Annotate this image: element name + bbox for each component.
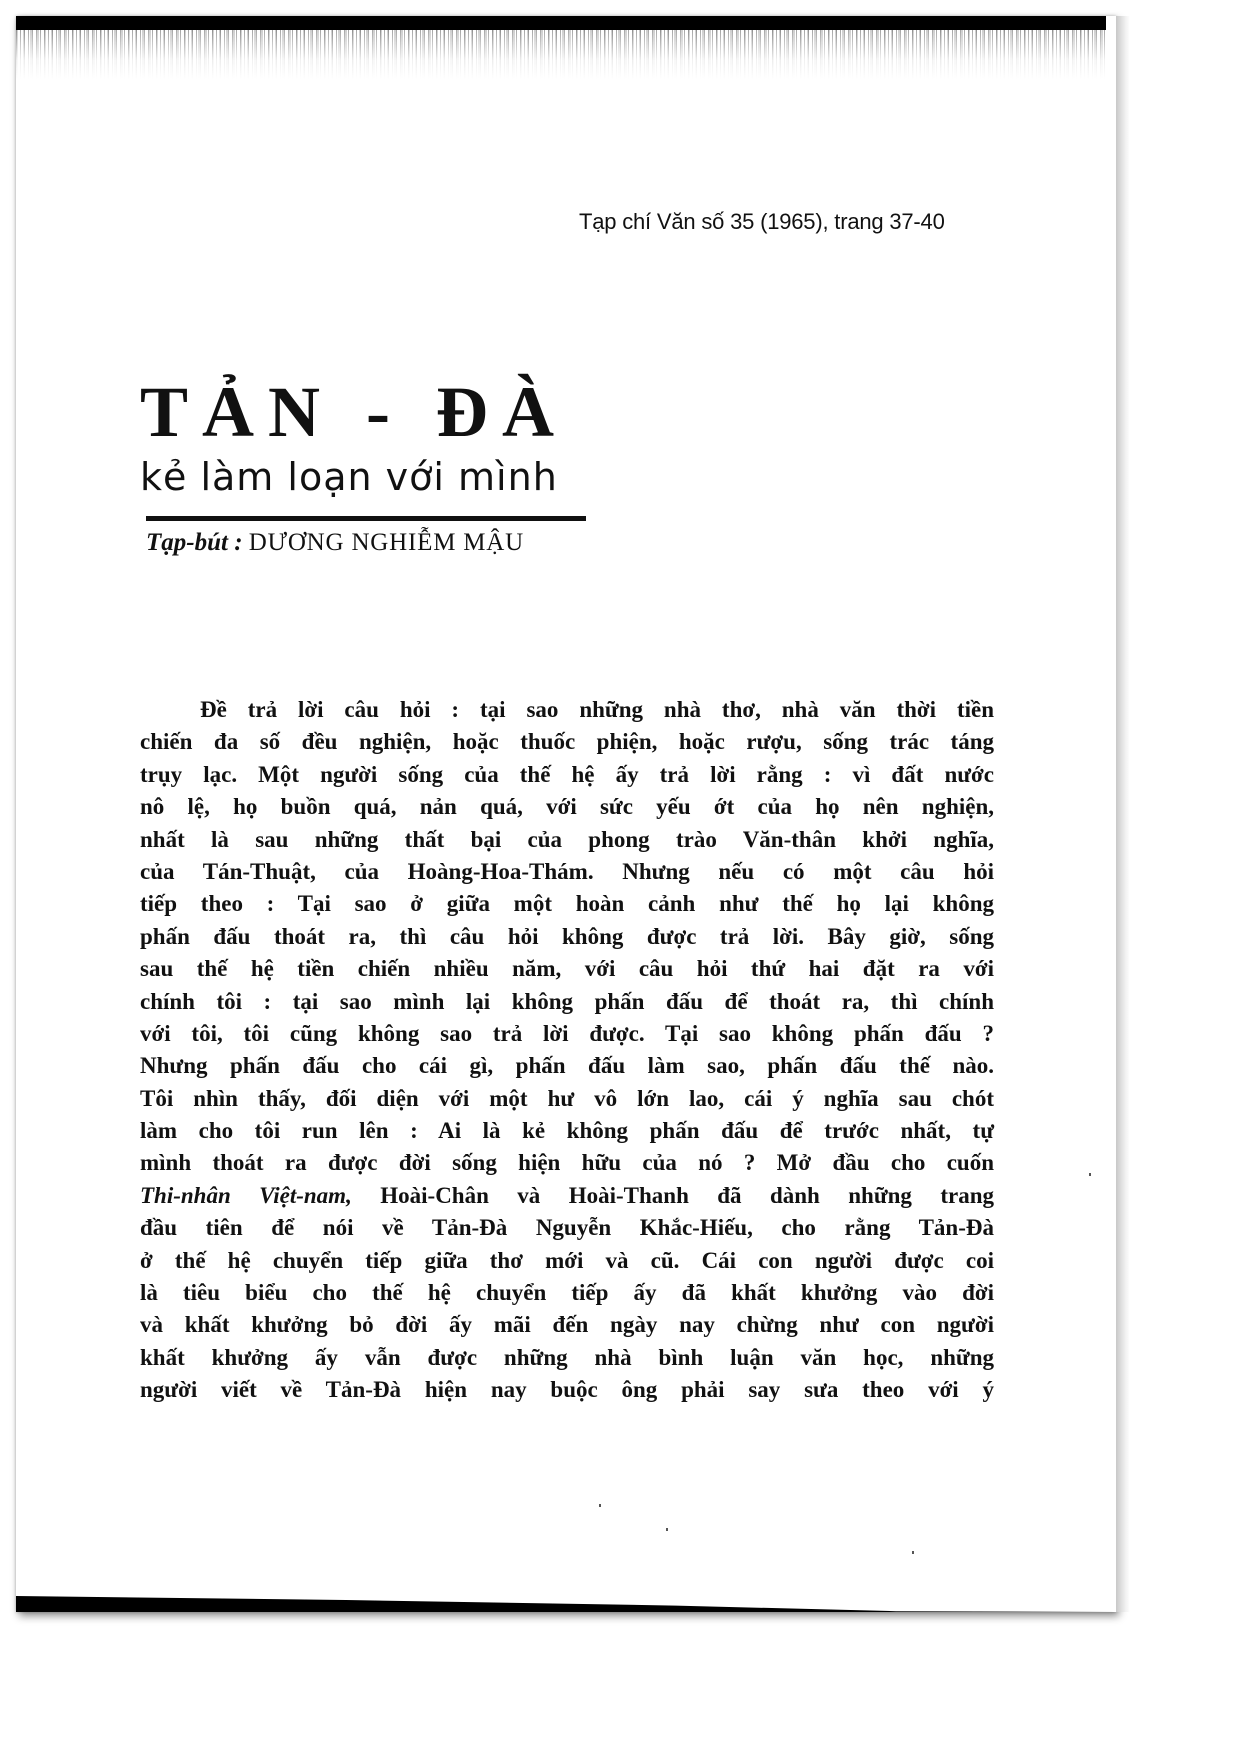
body-line: chính tôi : tại sao mình lại không phấn đấu để thoát ra, thì chính <box>140 988 994 1014</box>
body-line: với tôi, tôi cũng không sao trả lời được. Tại sao không phấn đấu ? <box>140 1020 994 1046</box>
body-line: trụy lạc. Một người sống của thế hệ ấy trả lời rằng : vì đất nước <box>140 761 994 787</box>
scan-bottom-border <box>16 1596 1116 1612</box>
body-line: chiến đa số đều nghiện, hoặc thuốc phiện, hoặc rượu, sống trác táng <box>140 729 994 755</box>
body-line: Nhưng phấn đấu cho cái gì, phấn đấu làm sao, phấn đấu thế nào. <box>140 1053 994 1079</box>
scan-speck <box>1089 1173 1091 1176</box>
body-line: khất khưởng ấy vẫn được những nhà bình luận văn học, những <box>140 1344 994 1370</box>
body-line: và khất khưởng bỏ đời ấy mãi đến ngày nay chừng như con người <box>140 1312 994 1338</box>
title-rule <box>146 516 586 521</box>
page-shadow-edge <box>1116 16 1130 1612</box>
body-line-with-book-title <box>140 1180 994 1212</box>
article-body <box>140 694 994 1407</box>
body-line: nô lệ, họ buồn quá, nản quá, với sức yếu ớt của họ nên nghiện, <box>140 794 994 820</box>
byline-label: Tạp-bút : <box>146 529 243 556</box>
scan-noise <box>16 30 1106 80</box>
scan-speck <box>599 1504 601 1507</box>
book-title: Thi-nhân Việt-nam, <box>140 1182 352 1208</box>
body-line: ở thế hệ chuyển tiếp giữa thơ mới và cũ. Cái con người được coi <box>140 1247 994 1273</box>
scan-top-border <box>16 16 1106 30</box>
byline <box>146 528 524 558</box>
body-line: là tiêu biểu cho thế hệ chuyển tiếp ấy đã khất khưởng vào đời <box>140 1280 994 1306</box>
body-line: Tôi nhìn thấy, đối diện với một hư vô lớn lao, cái ý nghĩa sau chót <box>140 1085 994 1111</box>
scan-speck <box>666 1528 668 1531</box>
body-line: làm cho tôi run lên : Ai là kẻ không phấn đấu để trước nhất, tự <box>140 1118 994 1144</box>
author-name: DƯƠNG NGHIỄM MẬU <box>248 529 525 556</box>
body-line: của Tán-Thuật, của Hoàng-Hoa-Thám. Nhưng nếu có một câu hỏi <box>140 858 994 884</box>
scanned-page <box>16 16 1116 1612</box>
body-line: người viết về Tản-Đà hiện nay buộc ông phải say sưa theo với ý <box>140 1377 994 1403</box>
body-line: đầu tiên để nói về Tản-Đà Nguyễn Khắc-Hiếu, cho rằng Tản-Đà <box>140 1215 994 1241</box>
body-line-rest: Hoài-Chân và Hoài-Thanh đã dành những trang <box>380 1182 994 1208</box>
body-line: tiếp theo : Tại sao ở giữa một hoàn cảnh như thế họ lại không <box>140 891 994 917</box>
article-subtitle: kẻ làm loạn với mình <box>140 455 558 499</box>
scan-speck <box>912 1551 914 1554</box>
body-line: nhất là sau những thất bại của phong trào Văn-thân khởi nghĩa, <box>140 826 994 852</box>
body-line: sau thế hệ tiền chiến nhiều năm, với câu hỏi thứ hai đặt ra với <box>140 956 994 982</box>
body-line: mình thoát ra được đời sống hiện hữu của nó ? Mở đầu cho cuốn <box>140 1150 994 1176</box>
citation: Tạp chí Văn số 35 (1965), trang 37-40 <box>579 209 945 234</box>
body-line: Đề trả lời câu hỏi : tại sao những nhà thơ, nhà văn thời tiền <box>200 697 994 722</box>
body-line: phấn đấu thoát ra, thì câu hỏi không được trả lời. Bây giờ, sống <box>140 923 994 949</box>
article-title: TẢN - ĐÀ <box>140 372 568 452</box>
